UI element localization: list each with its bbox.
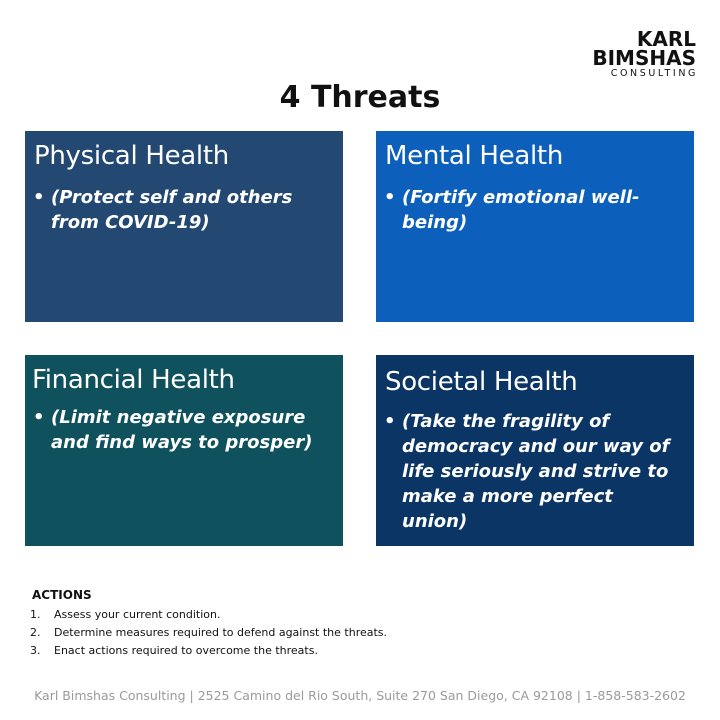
bullet-icon: • bbox=[33, 407, 45, 428]
threat-heading: Mental Health bbox=[385, 141, 563, 171]
logo-line-bimshas: BIMSHAS bbox=[592, 46, 696, 70]
threat-bullet-item bbox=[33, 185, 333, 235]
action-item bbox=[32, 606, 387, 624]
actions-list bbox=[32, 606, 387, 660]
footer-contact: Karl Bimshas Consulting | 2525 Camino del Rio South, Suite 270 San Diego, CA 92108 | 1-858-583-2602 bbox=[34, 688, 686, 703]
bullet-icon: • bbox=[33, 187, 45, 208]
threat-bullet-text: (Take the fragility of democracy and our way of life seriously and strive to make a more perfect union) bbox=[402, 411, 670, 532]
actions-section bbox=[32, 588, 387, 660]
action-text: Enact actions required to overcome the threats. bbox=[54, 644, 318, 657]
threat-bullet-item bbox=[384, 409, 684, 534]
logo-line-karl: KARL bbox=[636, 27, 696, 51]
action-number: 3. bbox=[30, 644, 41, 657]
threat-bullets bbox=[376, 185, 694, 235]
action-item bbox=[32, 642, 387, 660]
threat-bullets bbox=[25, 405, 343, 455]
threat-bullets bbox=[376, 409, 694, 534]
threat-bullet-text: (Fortify emotional well-being) bbox=[402, 187, 640, 233]
threat-heading: Financial Health bbox=[32, 365, 235, 395]
bullet-icon: • bbox=[384, 411, 396, 432]
action-text: Assess your current condition. bbox=[54, 608, 221, 621]
threat-bullet-text: (Protect self and others from COVID-19) bbox=[51, 187, 293, 233]
company-logo bbox=[586, 27, 698, 79]
threat-box-mental bbox=[376, 131, 694, 322]
threat-bullets bbox=[25, 185, 343, 235]
logo-line-consulting: CONSULTING bbox=[610, 68, 698, 79]
threat-bullet-item bbox=[384, 185, 684, 235]
threat-heading: Societal Health bbox=[385, 367, 578, 397]
threat-box-physical bbox=[25, 131, 343, 322]
threat-bullet-item bbox=[33, 405, 333, 455]
action-number: 1. bbox=[30, 608, 41, 621]
threat-heading: Physical Health bbox=[34, 141, 229, 171]
threat-box-financial bbox=[25, 355, 343, 546]
threat-box-societal bbox=[376, 355, 694, 546]
page-title: 4 Threats bbox=[279, 80, 441, 115]
threat-bullet-text: (Limit negative exposure and find ways to prosper) bbox=[51, 407, 313, 453]
bullet-icon: • bbox=[384, 187, 396, 208]
action-item bbox=[32, 624, 387, 642]
actions-heading: ACTIONS bbox=[32, 588, 92, 602]
action-text: Determine measures required to defend against the threats. bbox=[54, 626, 388, 639]
action-number: 2. bbox=[30, 626, 41, 639]
